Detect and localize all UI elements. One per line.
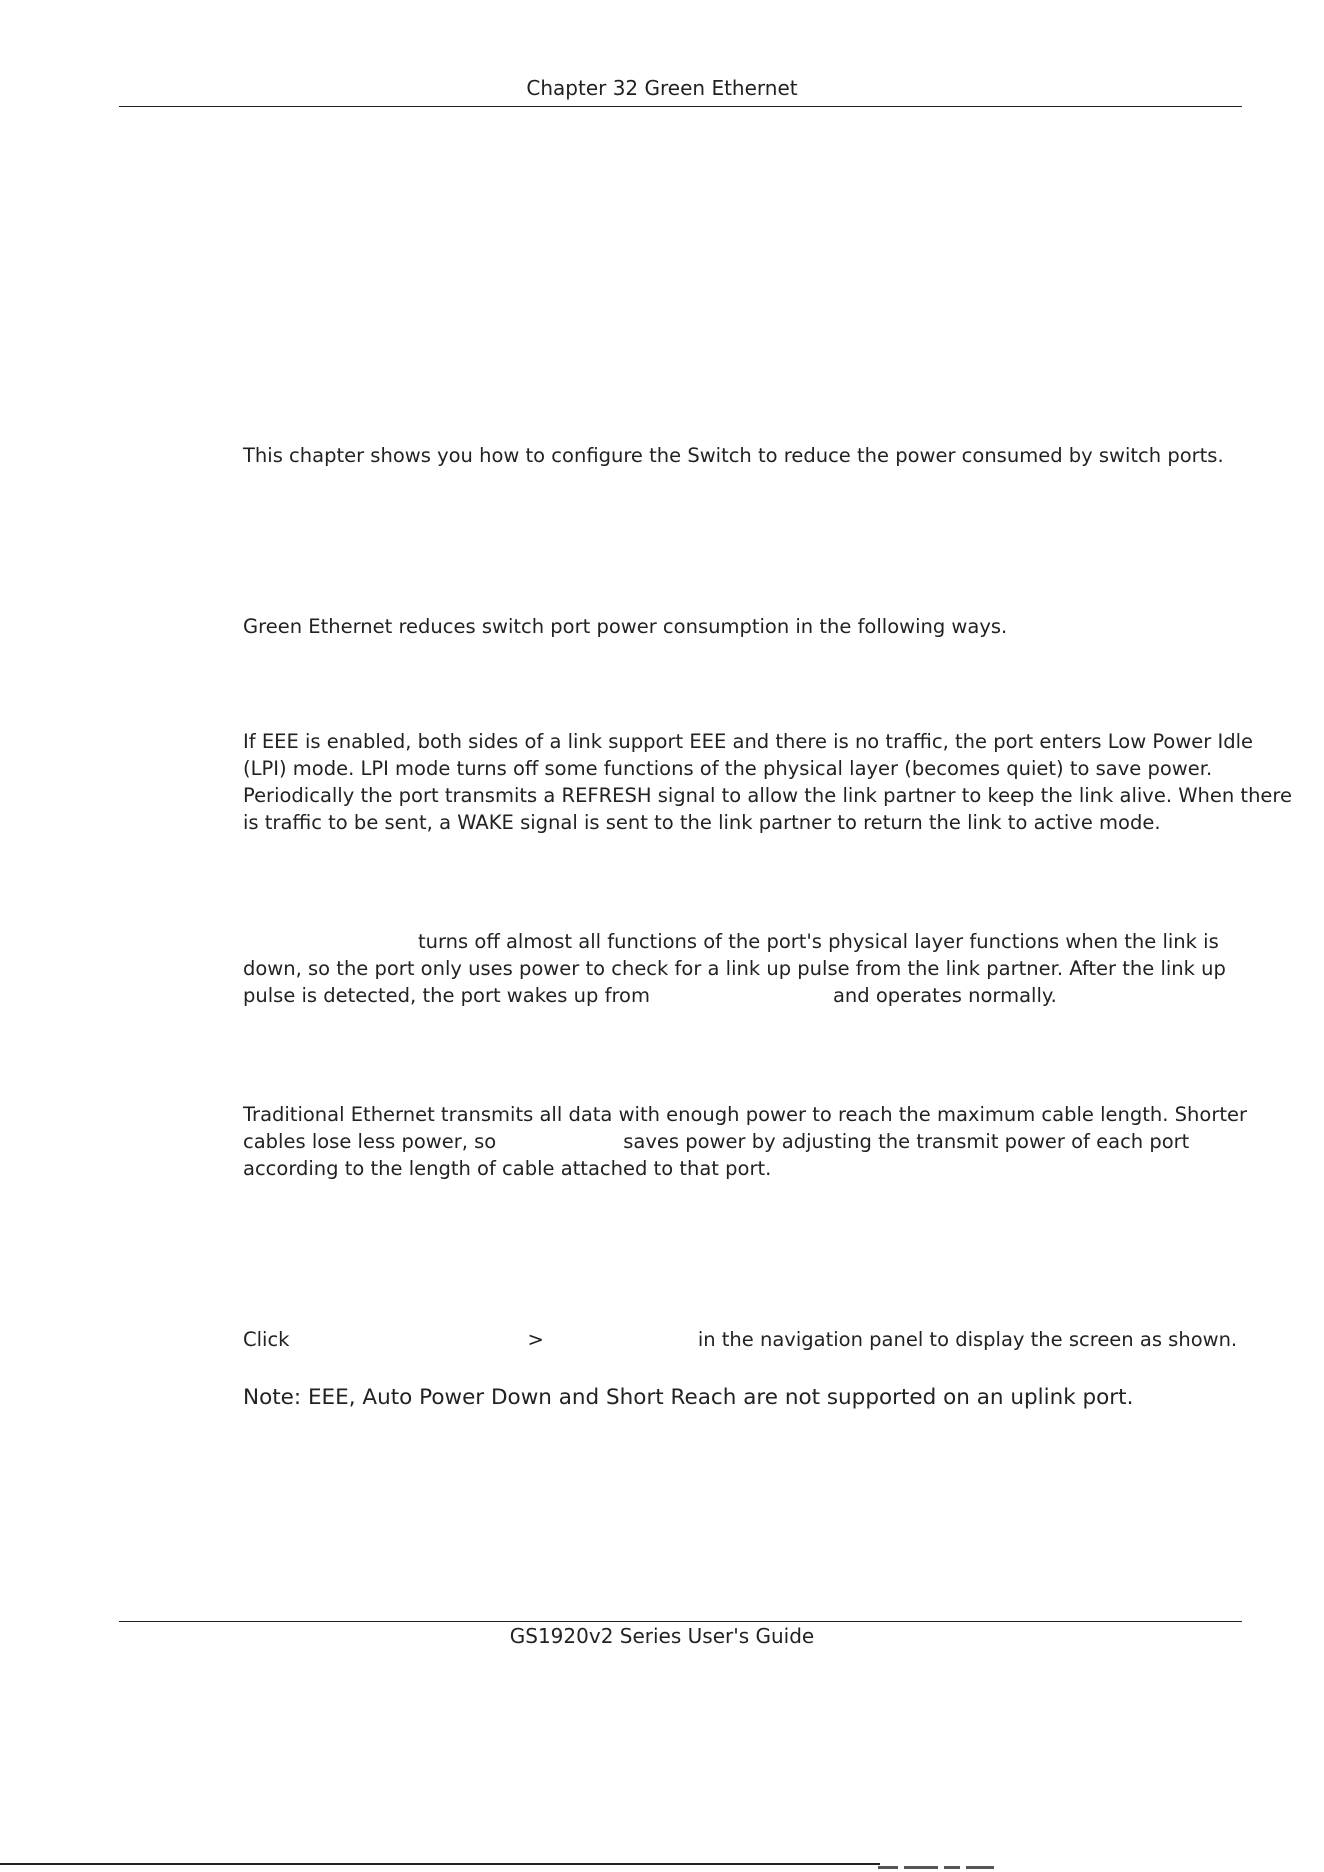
overview-line: Green Ethernet reduces switch port power consumption in the following ways.	[243, 615, 1008, 638]
uplink-note: Note: EEE, Auto Power Down and Short Reach are not supported on an uplink port.	[243, 1385, 1134, 1410]
sr-line-2b: saves power by adjusting the transmit power of each port	[623, 1130, 1190, 1153]
page-bottom-edge	[0, 1863, 880, 1865]
eee-paragraph	[243, 728, 1293, 836]
footer-divider	[119, 1621, 1242, 1622]
overview-paragraph	[243, 613, 1248, 640]
sr-line-2a: cables lose less power, so	[243, 1130, 497, 1153]
intro-line: This chapter shows you how to configure the Switch to reduce the power consumed by switch ports.	[243, 444, 1224, 467]
apd-line-1	[243, 928, 1248, 955]
nav-line	[243, 1326, 1248, 1353]
eee-line-3: Periodically the port transmits a REFRESH signal to allow the link partner to keep the link alive. When there	[243, 784, 1293, 807]
page-header-title: Chapter 32 Green Ethernet	[526, 76, 798, 100]
header-divider	[119, 106, 1242, 107]
sr-line-3: according to the length of cable attached to that port.	[243, 1157, 772, 1180]
auto-power-down-paragraph	[243, 928, 1248, 1009]
intro-paragraph	[243, 442, 1248, 469]
apd-line-1-text: turns off almost all functions of the port's physical layer functions when the link is	[418, 930, 1219, 953]
eee-line-1: If EEE is enabled, both sides of a link support EEE and there is no traffic, the port enters Low Power Idle	[243, 730, 1254, 753]
apd-line-3	[243, 982, 1248, 1009]
navigation-paragraph	[243, 1326, 1248, 1353]
eee-line-4: is traffic to be sent, a WAKE signal is sent to the link partner to return the link to active mode.	[243, 811, 1161, 834]
nav-separator: >	[527, 1328, 544, 1351]
nav-click-text: Click	[243, 1328, 290, 1351]
short-reach-paragraph	[243, 1101, 1248, 1182]
apd-line-3a: pulse is detected, the port wakes up from	[243, 984, 650, 1007]
sr-line-1: Traditional Ethernet transmits all data with enough power to reach the maximum cable length. Shorter	[243, 1103, 1247, 1126]
apd-line-3b: and operates normally.	[832, 984, 1057, 1007]
apd-line-2: down, so the port only uses power to check for a link up pulse from the link partner. After the link up	[243, 957, 1226, 980]
sr-line-2	[243, 1128, 1248, 1155]
scan-artifact	[878, 1866, 1008, 1872]
nav-rest-text: in the navigation panel to display the screen as shown.	[697, 1328, 1238, 1351]
eee-line-2: (LPI) mode. LPI mode turns off some functions of the physical layer (becomes quiet) to save power.	[243, 757, 1213, 780]
page-footer-title: GS1920v2 Series User's Guide	[509, 1624, 815, 1648]
